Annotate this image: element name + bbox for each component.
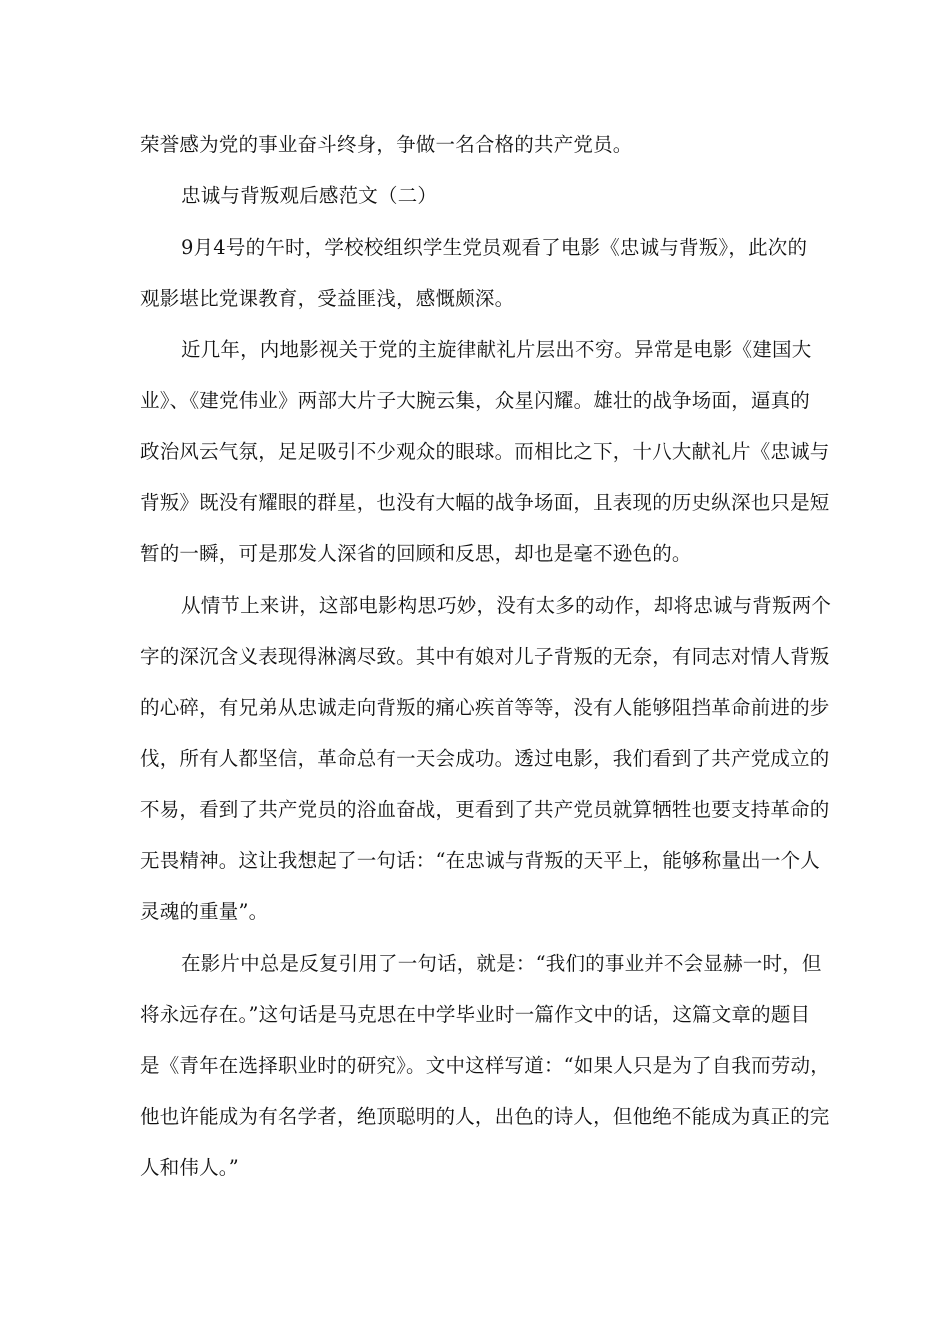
text-line: 的心碎，有兄弟从忠诚走向背叛的痛心疾首等等，没有人能够阻挡革命前进的步 [140, 696, 830, 719]
text-line: 灵魂的重量”。 [140, 900, 269, 923]
text-line: 是《青年在选择职业时的研究》。文中这样写道：“如果人只是为了自我而劳动， [140, 1054, 830, 1077]
text-line: 将永远存在。”这句话是马克思在中学毕业时一篇作文中的话，这篇文章的题目 [140, 1003, 811, 1026]
text-line: 字的深沉含义表现得淋漓尽致。其中有娘对儿子背叛的无奈，有同志对情人背叛 [140, 645, 830, 668]
text-line: 背叛》既没有耀眼的群星，也没有大幅的战争场面，且表现的历史纵深也只是短 [140, 491, 830, 514]
text-line: 他也许能成为有名学者，绝顶聪明的人，出色的诗人，但他绝不能成为真正的完 [140, 1105, 830, 1128]
text-line: 9月4号的午时，学校校组织学生党员观看了电影《忠诚与背叛》，此次的 [181, 236, 808, 259]
text-line: 无畏精神。这让我想起了一句话：“在忠诚与背叛的天平上，能够称量出一个人 [140, 849, 820, 872]
text-line: 业》、《建党伟业》两部大片子大腕云集，众星闪耀。雄壮的战争场面，逼真的 [140, 389, 811, 412]
text-line: 在影片中总是反复引用了一句话，就是：“我们的事业并不会显赫一时，但 [181, 952, 822, 975]
text-line: 从情节上来讲，这部电影构思巧妙，没有太多的动作，却将忠诚与背叛两个 [181, 594, 832, 617]
text-line: 不易，看到了共产党员的浴血奋战，更看到了共产党员就算牺牲也要支持革命的 [140, 798, 830, 821]
text-line: 伐，所有人都坚信，革命总有一天会成功。透过电影，我们看到了共产党成立的 [140, 747, 830, 770]
text-line: 人和伟人。” [140, 1156, 239, 1179]
text-line: 荣誉感为党的事业奋斗终身，争做一名合格的共产党员。 [140, 133, 633, 156]
section-heading: 忠诚与背叛观后感范文（二） [181, 184, 438, 207]
text-line: 近几年，内地影视关于党的主旋律献礼片层出不穷。异常是电影《建国大 [181, 338, 812, 361]
text-line: 政治风云气氛，足足吸引不少观众的眼球。而相比之下，十八大献礼片《忠诚与 [140, 440, 830, 463]
text-line: 观影堪比党课教育，受益匪浅，感慨颇深。 [140, 287, 515, 310]
text-line: 暂的一瞬，可是那发人深省的回顾和反思，却也是毫不逊色的。 [140, 542, 692, 565]
